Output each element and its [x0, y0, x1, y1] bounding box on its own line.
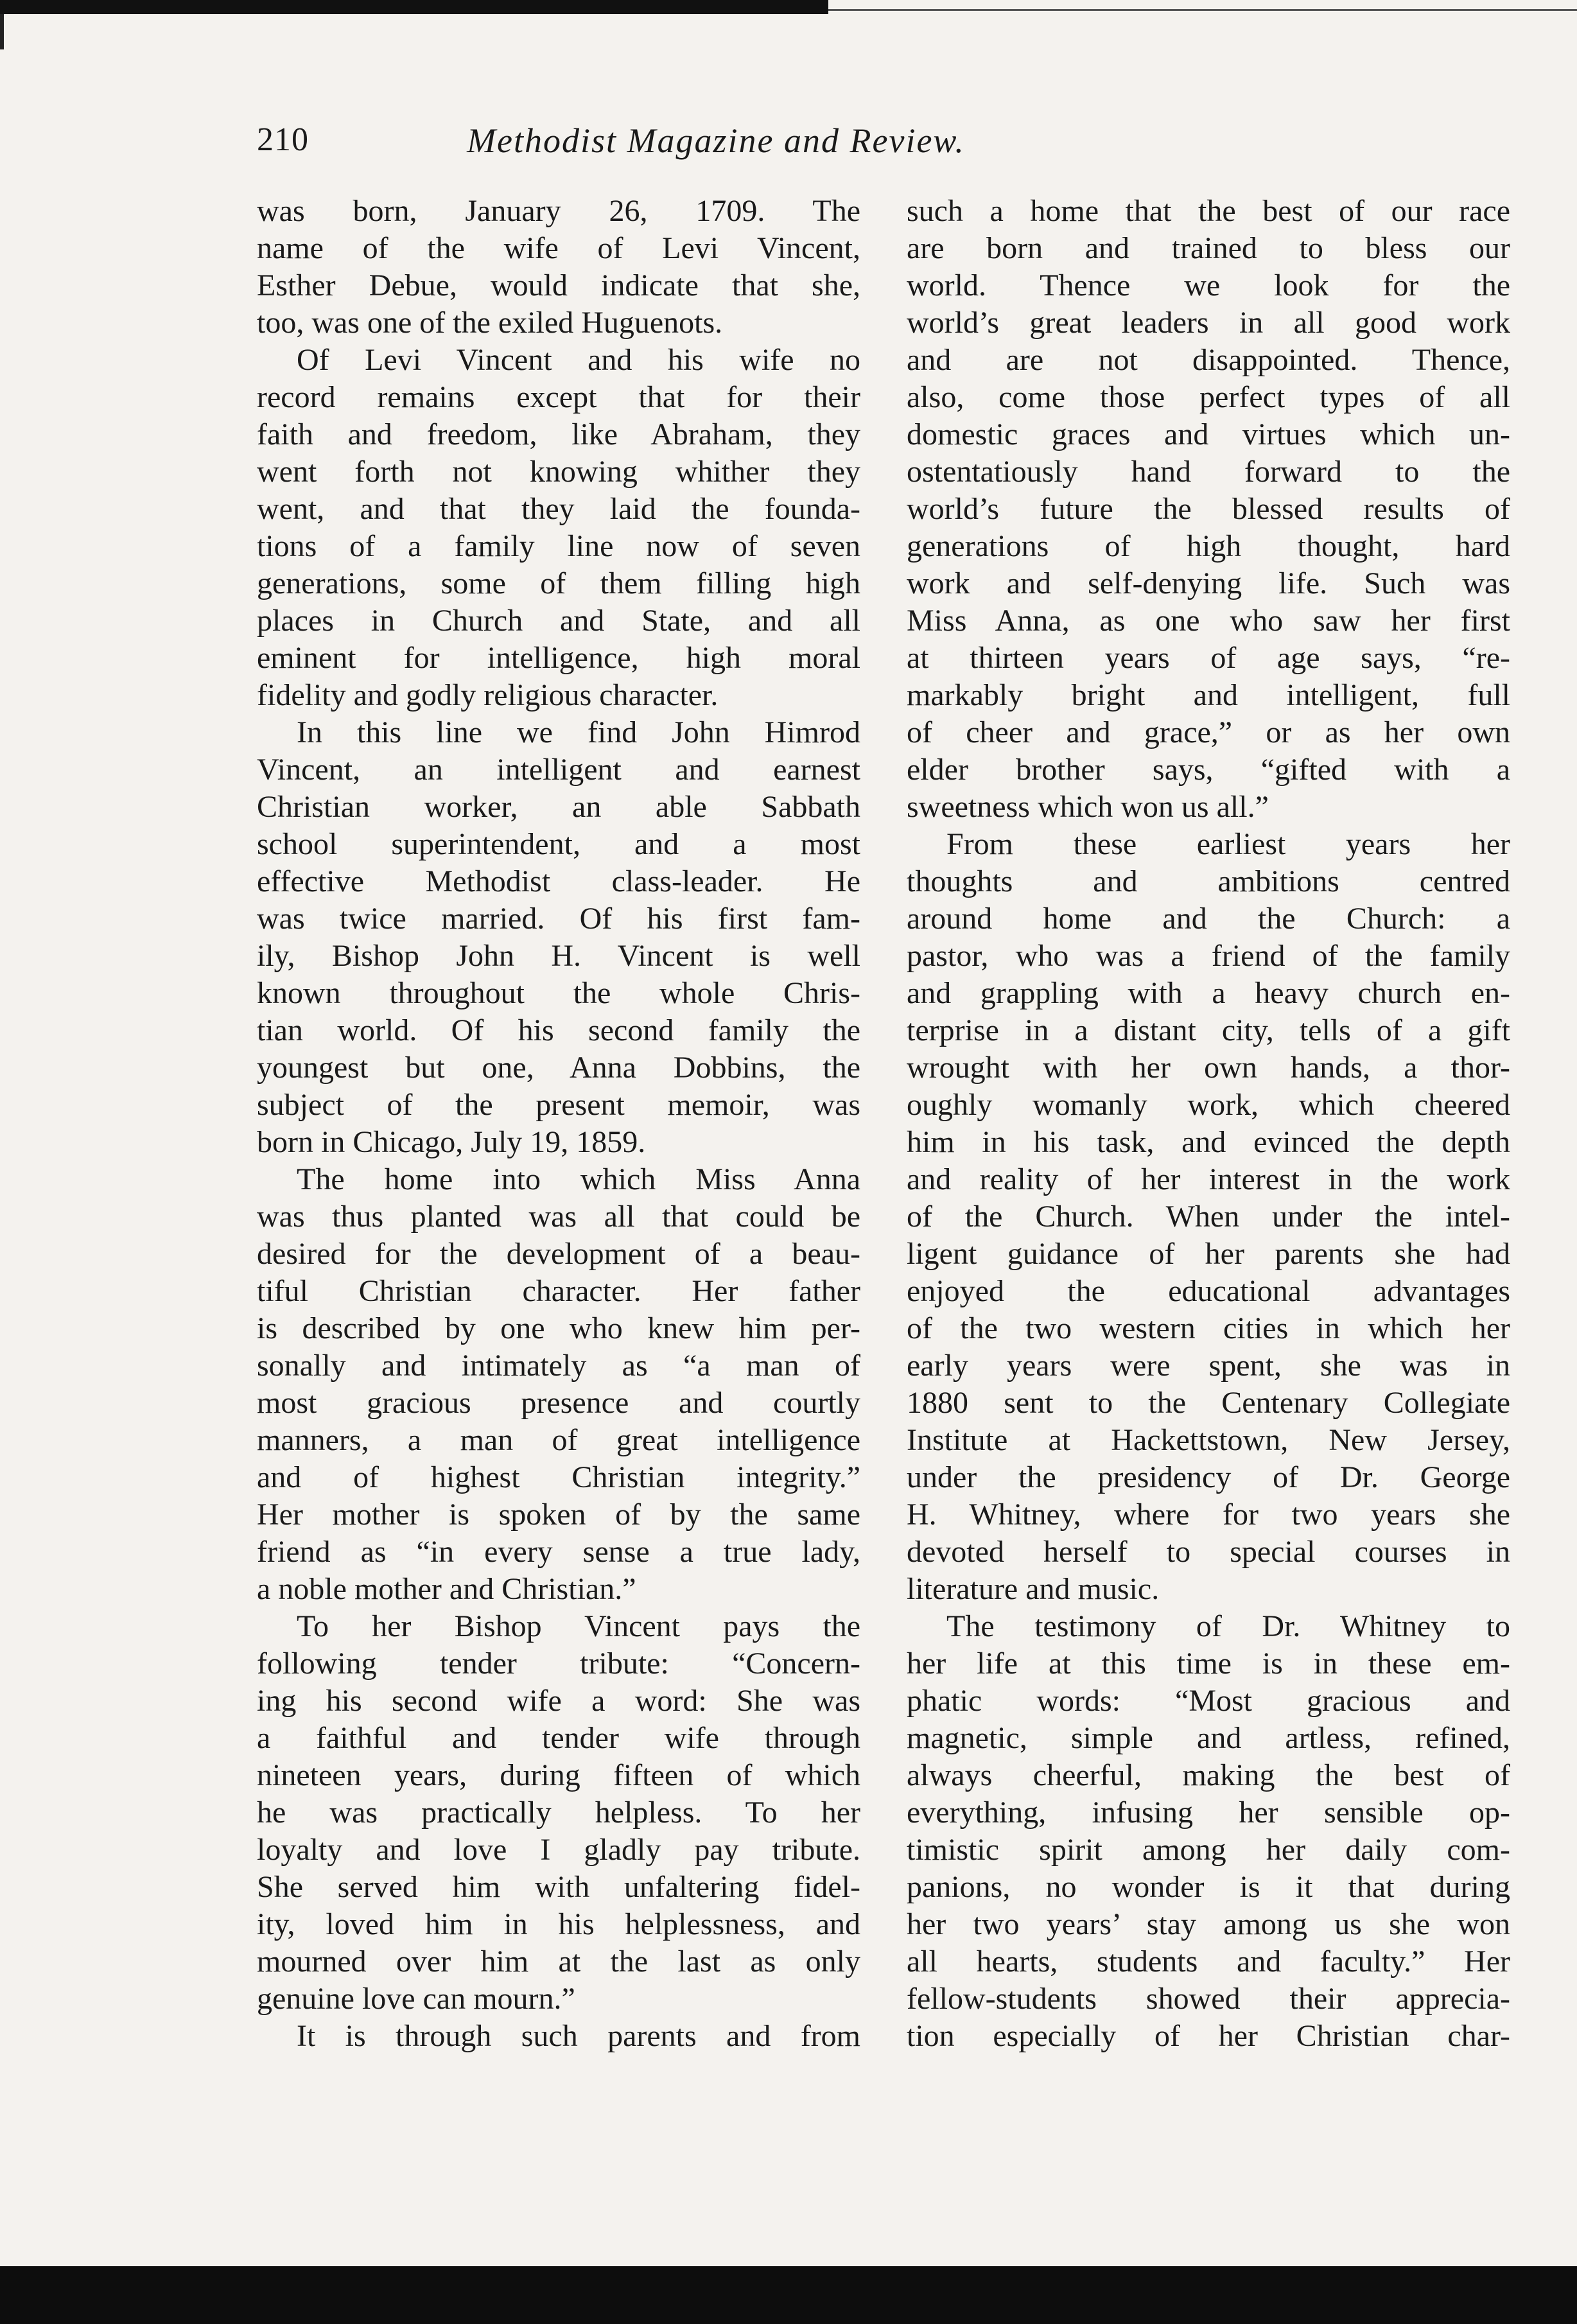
text-line: tion especially of her Christian char- [907, 2019, 1510, 2053]
text-line: ligent guidance of her parents she had [907, 1237, 1510, 1271]
running-title: Methodist Magazine and Review. [467, 121, 965, 160]
text-line: domestic graces and virtues which un- [907, 417, 1510, 451]
text-line: is described by one who knew him per- [257, 1311, 860, 1345]
text-line: born in Chicago, July 19, 1859. [257, 1125, 646, 1159]
text-line: nineteen years, during fifteen of which [257, 1758, 860, 1792]
text-line: enjoyed the educational advantages [907, 1274, 1510, 1308]
text-line: and of highest Christian integrity.” [257, 1460, 860, 1494]
text-line: a noble mother and Christian.” [257, 1572, 636, 1606]
scan-border-bottom [0, 2266, 1577, 2324]
scan-border-left [0, 14, 4, 49]
text-line: devoted herself to special courses in [907, 1535, 1510, 1569]
text-line: It is through such parents and from [297, 2019, 860, 2053]
text-line: oughly womanly work, which cheered [907, 1088, 1510, 1122]
text-line: fellow-students showed their apprecia- [907, 1982, 1510, 2016]
text-line: markably bright and intelligent, full [907, 678, 1510, 712]
text-line: ily, Bishop John H. Vincent is well [257, 939, 860, 973]
text-line: record remains except that for their [257, 380, 860, 414]
text-line: and reality of her interest in the work [907, 1162, 1510, 1196]
text-line: are born and trained to bless our [907, 231, 1510, 265]
text-line: tian world. Of his second family the [257, 1013, 860, 1047]
text-line: was twice married. Of his first fam- [257, 902, 860, 936]
text-line: sweetness which won us all.” [907, 790, 1269, 824]
text-line: tiful Christian character. Her father [257, 1274, 860, 1308]
text-line: her two years’ stay among us she won [907, 1907, 1510, 1941]
text-line: genuine love can mourn.” [257, 1982, 575, 2016]
text-line: effective Methodist class-leader. He [257, 864, 860, 898]
scan-border-top-thin [828, 9, 1577, 11]
text-line: sonally and intimately as “a man of [257, 1349, 860, 1383]
text-line: was thus planted was all that could be [257, 1200, 860, 1234]
text-line: magnetic, simple and artless, refined, [907, 1721, 1510, 1755]
text-line: Miss Anna, as one who saw her first [907, 604, 1510, 638]
text-line: generations of high thought, hard [907, 529, 1510, 563]
text-line: ostentatiously hand forward to the [907, 455, 1510, 489]
text-line: Christian worker, an able Sabbath [257, 790, 860, 824]
text-line: manners, a man of great intelligence [257, 1423, 860, 1457]
text-line: and grappling with a heavy church en- [907, 976, 1510, 1010]
text-line: school superintendent, and a most [257, 827, 860, 861]
text-line: of cheer and grace,” or as her own [907, 715, 1510, 749]
text-line: Esther Debue, would indicate that she, [257, 268, 860, 302]
text-line: pastor, who was a friend of the family [907, 939, 1510, 973]
page-number: 210 [257, 121, 309, 158]
right-text-column [907, 193, 1510, 2055]
text-line: tions of a family line now of seven [257, 529, 860, 563]
text-line: She served him with unfaltering fidel- [257, 1870, 860, 1904]
text-line: generations, some of them filling high [257, 566, 860, 600]
text-line: early years were spent, she was in [907, 1349, 1510, 1383]
text-line: thoughts and ambitions centred [907, 864, 1510, 898]
left-text-column [257, 193, 860, 2055]
text-line: work and self-denying life. Such was [907, 566, 1510, 600]
text-line: eminent for intelligence, high moral [257, 641, 860, 675]
text-line: him in his task, and evinced the depth [907, 1125, 1510, 1159]
text-line: under the presidency of Dr. George [907, 1460, 1510, 1494]
text-line: went forth not knowing whither they [257, 455, 860, 489]
text-line: such a home that the best of our race [907, 194, 1510, 228]
text-line: subject of the present memoir, was [257, 1088, 860, 1122]
text-line: In this line we find John Himrod [297, 715, 860, 749]
text-line: her life at this time is in these em- [907, 1647, 1510, 1681]
text-line: mourned over him at the last as only [257, 1944, 860, 1979]
text-line: at thirteen years of age says, “re- [907, 641, 1510, 675]
text-line: ity, loved him in his helplessness, and [257, 1907, 860, 1941]
text-line: of the two western cities in which her [907, 1311, 1510, 1345]
text-line: Of Levi Vincent and his wife no [297, 343, 860, 377]
text-line: To her Bishop Vincent pays the [297, 1609, 860, 1643]
text-line: faith and freedom, like Abraham, they [257, 417, 860, 451]
text-line: 1880 sent to the Centenary Collegiate [907, 1386, 1510, 1420]
text-line: places in Church and State, and all [257, 604, 860, 638]
text-line: The home into which Miss Anna [297, 1162, 860, 1196]
text-line: of the Church. When under the intel- [907, 1200, 1510, 1234]
text-line: everything, infusing her sensible op- [907, 1795, 1510, 1830]
text-line: name of the wife of Levi Vincent, [257, 231, 860, 265]
text-line: The testimony of Dr. Whitney to [946, 1609, 1510, 1643]
text-line: timistic spirit among her daily com- [907, 1833, 1510, 1867]
text-line: elder brother says, “gifted with a [907, 753, 1510, 787]
text-line: friend as “in every sense a true lady, [257, 1535, 860, 1569]
text-line: all hearts, students and faculty.” Her [907, 1944, 1510, 1979]
text-line: phatic words: “Most gracious and [907, 1684, 1510, 1718]
text-line: desired for the development of a beau- [257, 1237, 860, 1271]
text-line: terprise in a distant city, tells of a gift [907, 1013, 1510, 1047]
text-line: also, come those perfect types of all [907, 380, 1510, 414]
text-line: around home and the Church: a [907, 902, 1510, 936]
text-line: fidelity and godly religious character. [257, 678, 719, 712]
text-line: literature and music. [907, 1572, 1160, 1606]
text-line: was born, January 26, 1709. The [257, 194, 860, 228]
text-line: panions, no wonder is it that during [907, 1870, 1510, 1904]
text-line: always cheerful, making the best of [907, 1758, 1510, 1792]
text-line: and are not disappointed. Thence, [907, 343, 1510, 377]
text-line: went, and that they laid the founda- [257, 492, 860, 526]
text-line: loyalty and love I gladly pay tribute. [257, 1833, 860, 1867]
text-line: following tender tribute: “Concern- [257, 1647, 860, 1681]
text-line: ing his second wife a word: She was [257, 1684, 860, 1718]
text-line: From these earliest years her [946, 827, 1510, 861]
page-header [257, 121, 1175, 179]
scan-border-top [0, 0, 828, 14]
text-line: known throughout the whole Chris- [257, 976, 860, 1010]
text-line: Vincent, an intelligent and earnest [257, 753, 860, 787]
text-line: wrought with her own hands, a thor- [907, 1051, 1510, 1085]
text-line: Institute at Hackettstown, New Jersey, [907, 1423, 1510, 1457]
text-line: most gracious presence and courtly [257, 1386, 860, 1420]
text-line: Her mother is spoken of by the same [257, 1498, 860, 1532]
text-line: a faithful and tender wife through [257, 1721, 860, 1755]
text-line: too, was one of the exiled Huguenots. [257, 306, 723, 340]
text-line: world’s future the blessed results of [907, 492, 1510, 526]
text-line: H. Whitney, where for two years she [907, 1498, 1510, 1532]
text-line: world. Thence we look for the [907, 268, 1510, 302]
text-line: youngest but one, Anna Dobbins, the [257, 1051, 860, 1085]
text-line: he was practically helpless. To her [257, 1795, 860, 1830]
text-line: world’s great leaders in all good work [907, 306, 1510, 340]
